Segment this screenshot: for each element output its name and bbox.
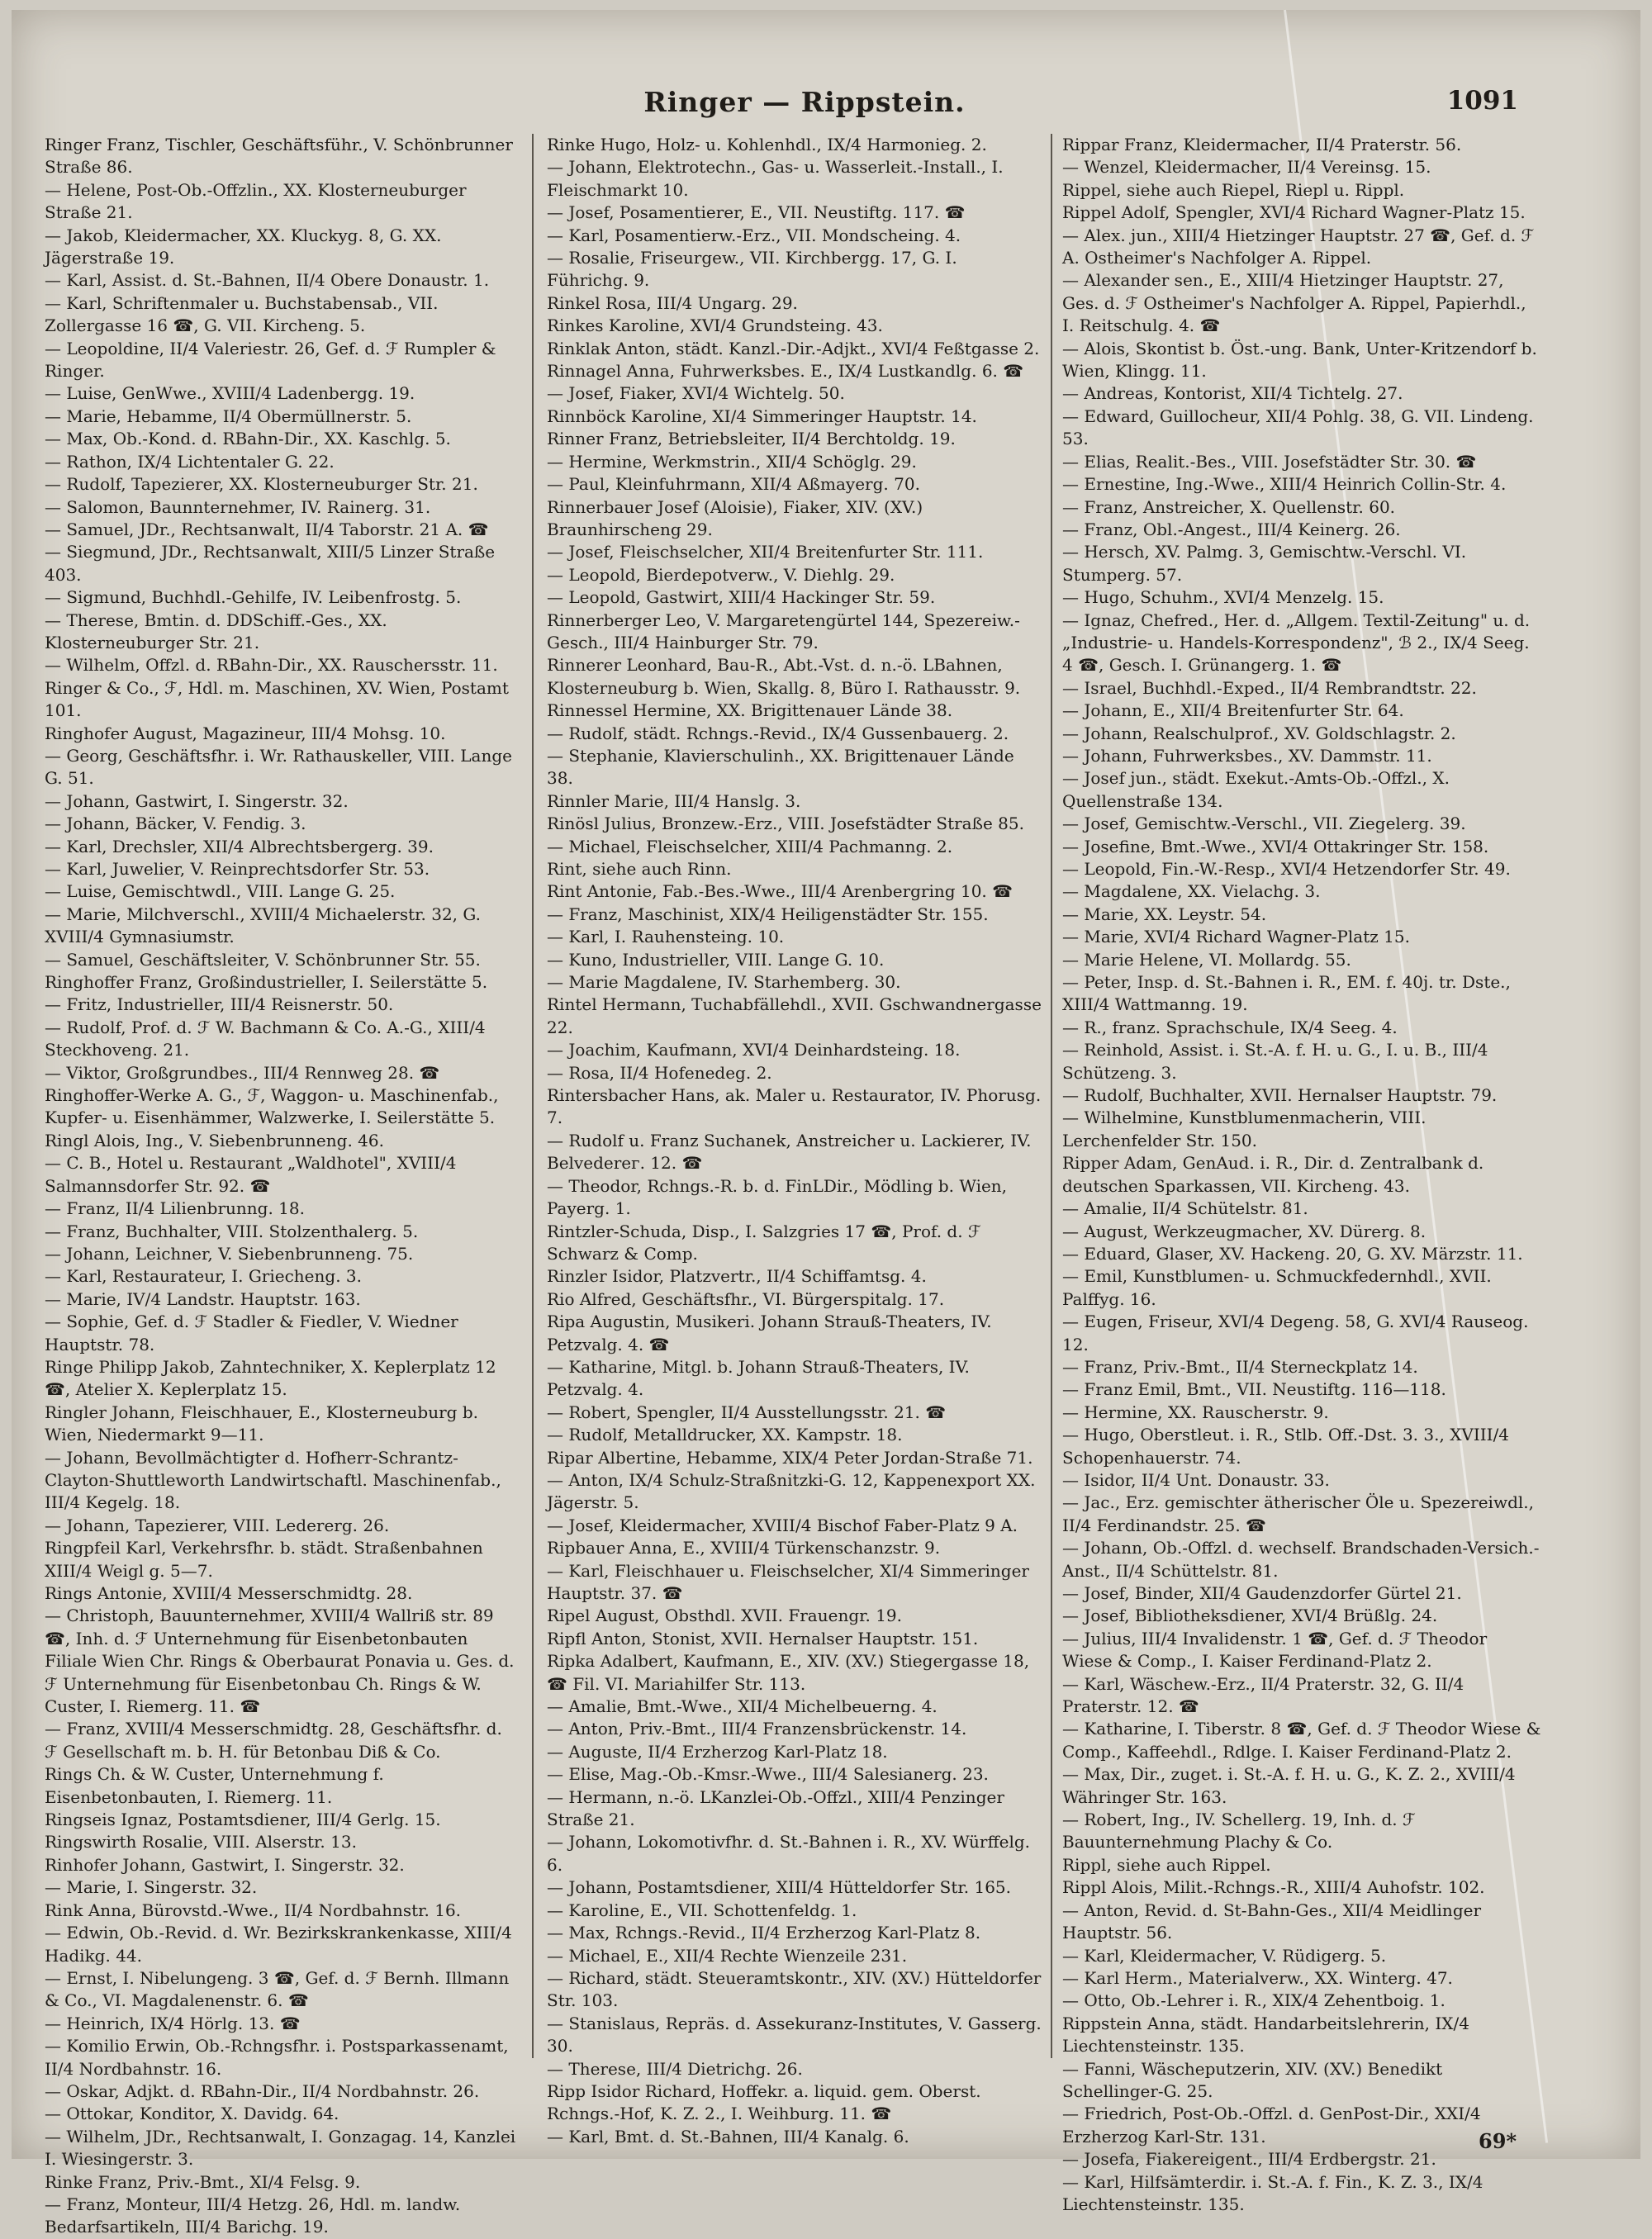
directory-entry: — Karl, Juwelier, V. Reinprechtsdorfer Str. 53.: [45, 859, 430, 879]
directory-entry: Rings Antonie, XVIII/4 Messerschmidtg. 28.: [45, 1583, 413, 1603]
directory-entry: Ripar Albertine, Hebamme, XIX/4 Peter Jordan-Straße 71.: [547, 1447, 1033, 1468]
directory-entry: — Marie, XVI/4 Richard Wagner-Platz 15.: [1062, 927, 1410, 947]
directory-entry: — Josef, Gemischtw.-Verschl., VII. Ziegelerg. 39.: [1062, 814, 1466, 834]
directory-entry: — Anton, Priv.-Bmt., III/4 Franzensbrückenstr. 14.: [547, 1719, 967, 1739]
directory-entry: — Luise, Gemischtwdl., VIII. Lange G. 25.: [45, 881, 396, 902]
directory-entry: Rinkes Karoline, XVI/4 Grundsteing. 43.: [547, 315, 883, 336]
directory-entry: — Wilhelm, Offzl. d. RBahn-Dir., XX. Rauschersstr. 11.: [45, 655, 498, 676]
directory-entry: — Franz, Anstreicher, X. Quellenstr. 60.: [1062, 496, 1396, 517]
directory-entry: — Johann, Realschulprof., XV. Goldschlagstr. 2.: [1062, 723, 1456, 743]
directory-entry: Ripel August, Obsthdl. XVII. Frauengr. 19.: [547, 1606, 903, 1626]
directory-entry: — Siegmund, JDr., Rechtsanwalt, XIII/5 Linzer Straße 403.: [45, 542, 496, 585]
directory-entry: — Kuno, Industrieller, VIII. Lange G. 10.: [547, 949, 885, 970]
directory-entry: Ringhofer August, Magazineur, III/4 Mohsg. 10.: [45, 723, 446, 743]
directory-entry: — Rudolf, städt. Rchngs.-Revid., IX/4 Gussenbauerg. 2.: [547, 723, 1009, 743]
directory-entry: — Katharine, Mitgl. b. Johann Strauß-Theaters, IV. Petzvalg. 4.: [547, 1356, 970, 1400]
directory-entry: Rinke Hugo, Holz- u. Kohlenhdl., IX/4 Harmonieg. 2.: [547, 135, 987, 154]
directory-entry: — Josef, Binder, XII/4 Gaudenzdorfer Gürtel 21.: [1062, 1583, 1462, 1603]
directory-entry: — Karl, Fleischhauer u. Fleischselcher, XI/4 Simmeringer Hauptstr. 37. ☎: [547, 1560, 1029, 1603]
column-1: [45, 134, 520, 2237]
directory-entry: — Franz, Maschinist, XIX/4 Heiligenstädter Str. 155.: [547, 904, 989, 924]
directory-entry: — Michael, E., XII/4 Rechte Wienzeile 231.: [547, 1945, 908, 1966]
directory-entry: — Edward, Guillocheur, XII/4 Pohlg. 38, G. VII. Lindeng. 53.: [1062, 406, 1534, 449]
column-divider: [532, 134, 534, 2058]
directory-entry: — Hugo, Oberstleut. i. R., Stlb. Off.-Dst. 3. 3., XVIII/4 Schopenhauerstr. 74.: [1062, 1425, 1510, 1468]
directory-entry: — Johann, Fuhrwerksbes., XV. Dammstr. 11.: [1062, 745, 1432, 766]
directory-entry: — Auguste, II/4 Erzherzog Karl-Platz 18.: [547, 1741, 888, 1762]
directory-entry: — Franz, II/4 Lilienbrunng. 18.: [45, 1198, 305, 1219]
directory-entry: — Michael, Fleischselcher, XIII/4 Pachmanng. 2.: [547, 836, 953, 856]
directory-entry: — Alois, Skontist b. Öst.-ung. Bank, Unter-Kritzendorf b. Wien, Klingg. 11.: [1062, 338, 1537, 382]
directory-entry: — Amalie, Bmt.-Wwe., XII/4 Michelbeuerng. 4.: [547, 1696, 938, 1717]
directory-entry: — Karl, Restaurateur, I. Griecheng. 3.: [45, 1266, 362, 1287]
directory-entry: — Karl, Bmt. d. St.-Bahnen, III/4 Kanalg. 6.: [547, 2126, 909, 2146]
directory-entry: Rings Ch. & W. Custer, Unternehmung f. Eisenbetonbauten, I. Riemerg. 11.: [45, 1764, 384, 1807]
directory-entry: — Andreas, Kontorist, XII/4 Tichtelg. 27.: [1062, 383, 1403, 404]
directory-entry: — Josef, Bibliotheksdiener, XVI/4 Brüßlg. 24.: [1062, 1606, 1438, 1626]
directory-entry: — Franz, Monteur, III/4 Hetzg. 26, Hdl. m. landw. Bedarfsartikeln, III/4 Barichg. 19.: [45, 2194, 461, 2237]
directory-entry: — Josef, Kleidermacher, XVIII/4 Bischof Faber-Platz 9 A.: [547, 1515, 1018, 1535]
directory-entry: — Johann, Postamtsdiener, XIII/4 Hütteldorfer Str. 165.: [547, 1877, 1012, 1898]
directory-entry: — Elise, Mag.-Ob.-Kmsr.-Wwe., III/4 Salesianerg. 23.: [547, 1764, 989, 1785]
directory-entry: Ringpfeil Karl, Verkehrsfhr. b. städt. Straßenbahnen XIII/4 Weigl g. 5—7.: [45, 1538, 483, 1581]
directory-entry: — Fritz, Industrieller, III/4 Reisnerstr. 50.: [45, 994, 394, 1015]
directory-entry: — Josef, Fleischselcher, XII/4 Breitenfurter Str. 111.: [547, 542, 984, 562]
directory-entry: — Karl, I. Rauhensteing. 10.: [547, 927, 785, 947]
directory-entry: — Otto, Ob.-Lehrer i. R., XIX/4 Zehentboig. 1.: [1062, 1990, 1446, 2011]
directory-entry: — Leopold, Fin.-W.-Resp., XVI/4 Hetzendorfer Str. 49.: [1062, 859, 1511, 879]
directory-entry: — Helene, Post-Ob.-Offzlin., XX. Klosterneuburger Straße 21.: [45, 179, 467, 223]
directory-entry: Ringhoffer-Werke A. G., ℱ, Waggon- u. Maschinenfab., Kupfer- u. Eisenhämmer, Walzwerke, I. Seilerstätte 5.: [45, 1085, 499, 1128]
directory-entry: Rink Anna, Bürovstd.-Wwe., II/4 Nordbahnstr. 16.: [45, 1900, 462, 1920]
directory-entry: — Wilhelmine, Kunstblumenmacherin, VIII. Lerchenfelder Str. 150.: [1062, 1108, 1427, 1150]
directory-entry: — Marie, Milchverschl., XVIII/4 Michaelerstr. 32, G. XVIII/4 Gymnasiumstr.: [45, 904, 482, 947]
directory-entry: — Johann, Elektrotechn., Gas- u. Wasserleit.-Install., I. Fleischmarkt 10.: [547, 157, 1004, 200]
directory-entry: — Theodor, Rchngs.-R. b. d. FinLDir., Mödling b. Wien, Payerg. 1.: [547, 1175, 1008, 1219]
directory-entry: — Sophie, Gef. d. ℱ Stadler & Fiedler, V. Wiedner Hauptstr. 78.: [45, 1312, 458, 1354]
directory-entry: Ringer & Co., ℱ, Hdl. m. Maschinen, XV. Wien, Postamt 101.: [45, 677, 509, 721]
signature-mark: 69*: [1479, 2129, 1517, 2153]
directory-entry: — August, Werkzeugmacher, XV. Dürerg. 8.: [1062, 1221, 1427, 1241]
directory-entry: — Robert, Ing., IV. Schellerg. 19, Inh. d. ℱ Bauunternehmung Plachy & Co.: [1062, 1810, 1416, 1852]
page-header: [12, 86, 1640, 119]
directory-entry: Ripka Adalbert, Kaufmann, E., XIV. (XV.) Stiegergasse 18, ☎ Fil. VI. Mariahilfer Str. 113.: [547, 1651, 1030, 1694]
directory-entry: Rinner Franz, Betriebsleiter, II/4 Berchtoldg. 19.: [547, 429, 956, 449]
directory-entry: — Josefa, Fiakereigent., III/4 Erdbergstr. 21.: [1062, 2149, 1436, 2170]
directory-entry: — Karl, Drechsler, XII/4 Albrechtsbergerg. 39.: [45, 836, 434, 856]
directory-entry: Rippstein Anna, städt. Handarbeitslehrerin, IX/4 Liechtensteinstr. 135.: [1062, 2013, 1469, 2056]
directory-entry: — Johann, Bevollmächtigter d. Hofherr-Schrantz-Clayton-Shuttleworth Landwirtschaftl. Maschinenfab., III/4 Kegelg. 18.: [45, 1447, 501, 1513]
directory-entry: Rinhofer Johann, Gastwirt, I. Singerstr. 32.: [45, 1854, 405, 1875]
directory-entry: — Wenzel, Kleidermacher, II/4 Vereinsg. 15.: [1062, 157, 1431, 178]
directory-entry: Ringswirth Rosalie, VIII. Alserstr. 13.: [45, 1832, 357, 1852]
directory-entry: — Karl, Posamentierw.-Erz., VII. Mondscheing. 4.: [547, 225, 961, 245]
column-divider: [1051, 134, 1052, 2058]
directory-entry: — Katharine, I. Tiberstr. 8 ☎, Gef. d. ℱ Theodor Wiese & Comp., Kaffeehdl., Rdlge. I. Kaiser Ferdinand-Platz 2.: [1062, 1719, 1541, 1762]
directory-entry: — Peter, Insp. d. St.-Bahnen i. R., EM. f. 40j. tr. Dste., XIII/4 Wattmanng. 19.: [1062, 972, 1511, 1015]
directory-entry: — Christoph, Bauunternehmer, XVIII/4 Wallriß str. 89 ☎, Inh. d. ℱ Unternehmung für Eisenbetonbauten Filiale Wien Chr. Rings & Oberbaurat Ponavia u. Ges. d. ℱ Unternehmung für Eisenbetonbau Ch. Rings & W. Custer, I. Riemerg. 11. ☎: [45, 1606, 515, 1717]
directory-entry: — Marie Magdalene, IV. Starhemberg. 30.: [547, 972, 901, 993]
directory-entry: Rinnerer Leonhard, Bau-R., Abt.-Vst. d. n.-ö. LBahnen, Klosterneuburg b. Wien, Skallg. 8, Büro I. Rathausstr. 9.: [547, 655, 1021, 698]
directory-entry: — Johann, Bäcker, V. Fendig. 3.: [45, 814, 306, 834]
directory-entry: — Therese, III/4 Dietrichg. 26.: [547, 2058, 803, 2079]
directory-entry: — Hugo, Schuhm., XVI/4 Menzelg. 15.: [1062, 587, 1384, 608]
directory-entry: Rinnessel Hermine, XX. Brigittenauer Lände 38.: [547, 700, 953, 721]
directory-entry: — Julius, III/4 Invalidenstr. 1 ☎, Gef. d. ℱ Theodor Wiese & Comp., I. Kaiser Ferdinand-Platz 2.: [1062, 1628, 1488, 1672]
directory-entry: Rinnerbauer Josef (Aloisie), Fiaker, XIV. (XV.) Braunhirscheng 29.: [547, 496, 923, 539]
directory-entry: — Alexander sen., E., XIII/4 Hietzinger Hauptstr. 27, Ges. d. ℱ Ostheimer's Nachfolger A. Rippel, Papierhdl., I. Reitschulg. 4. ☎: [1062, 270, 1526, 336]
directory-entry: — Johann, Leichner, V. Siebenbrunneng. 75.: [45, 1243, 414, 1264]
column-2: [547, 134, 1042, 2146]
directory-entry: Ripa Augustin, Musikeri. Johann Strauß-Theaters, IV. Petzvalg. 4. ☎: [547, 1312, 992, 1354]
directory-entry: — Salomon, Baunnternehmer, IV. Rainerg. 31.: [45, 496, 431, 517]
directory-entry: — Stephanie, Klavierschulinh., XX. Brigittenauer Lände 38.: [547, 745, 1014, 789]
directory-entry: — Paul, Kleinfuhrmann, XII/4 Aßmayerg. 70.: [547, 474, 920, 495]
directory-entry: Ripper Adam, GenAud. i. R., Dir. d. Zentralbank d. deutschen Sparkassen, VII. Kircheng. 43.: [1062, 1153, 1484, 1196]
directory-entry: Rint, siehe auch Rinn.: [547, 859, 732, 879]
directory-entry: — Richard, städt. Steueramtskontr., XIV. (XV.) Hütteldorfer Str. 103.: [547, 1967, 1042, 2011]
directory-entry: — Samuel, Geschäftsleiter, V. Schönbrunner Str. 55.: [45, 949, 481, 970]
directory-entry: — Josefine, Bmt.-Wwe., XVI/4 Ottakringer Str. 158.: [1062, 836, 1489, 856]
directory-entry: — Marie, IV/4 Landstr. Hauptstr. 163.: [45, 1288, 361, 1309]
directory-entry: — Hermine, Werkmstrin., XII/4 Schöglg. 29.: [547, 451, 917, 472]
directory-entry: — Rathon, IX/4 Lichtentaler G. 22.: [45, 451, 335, 472]
directory-entry: — Viktor, Großgrundbes., III/4 Rennweg 28. ☎: [45, 1062, 440, 1083]
directory-entry: — Hersch, XV. Palmg. 3, Gemischtw.-Verschl. VI. Stumperg. 57.: [1062, 542, 1467, 585]
directory-entry: — Stanislaus, Repräs. d. Assekuranz-Institutes, V. Gasserg. 30.: [547, 2013, 1042, 2056]
directory-entry: Ripp Isidor Richard, Hoffekr. a. liquid. gem. Oberst. Rchngs.-Hof, K. Z. 2., I. Weihburg. 11. ☎: [547, 2080, 981, 2124]
directory-entry: — Karl, Assist. d. St.-Bahnen, II/4 Obere Donaustr. 1.: [45, 270, 490, 291]
directory-entry: — Therese, Bmtin. d. DDSchiff.-Ges., XX. Klosterneuburger Str. 21.: [45, 610, 387, 652]
directory-entry: — Edwin, Ob.-Revid. d. Wr. Bezirkskrankenkasse, XIII/4 Hadikg. 44.: [45, 1923, 512, 1966]
directory-entry: — Max, Ob.-Kond. d. RBahn-Dir., XX. Kaschlg. 5.: [45, 429, 451, 449]
directory-entry: — Reinhold, Assist. i. St.-A. f. H. u. G., I. u. B., III/4 Schützeng. 3.: [1062, 1040, 1488, 1083]
directory-entry: — Johann, Tapezierer, VIII. Ledererg. 26.: [45, 1515, 390, 1535]
directory-entry: — Friedrich, Post-Ob.-Offzl. d. GenPost-Dir., XXI/4 Erzherzog Karl-Str. 131.: [1062, 2104, 1481, 2146]
directory-entry: Rippl, siehe auch Rippel.: [1062, 1854, 1271, 1875]
directory-entry: — Marie Helene, VI. Mollardg. 55.: [1062, 949, 1351, 970]
directory-entry: Rinösl Julius, Bronzew.-Erz., VIII. Josefstädter Straße 85.: [547, 814, 1024, 834]
page-title: Ringer — Rippstein.: [643, 86, 966, 118]
directory-entry: Rinklak Anton, städt. Kanzl.-Dir.-Adjkt., XVI/4 Feßtgasse 2.: [547, 338, 1040, 358]
directory-entry: — Karl, Hilfsämterdir. i. St.-A. f. Fin., K. Z. 3., IX/4 Liechtensteinstr. 135.: [1062, 2171, 1483, 2214]
directory-entry: — Karl Herm., Materialverw., XX. Winterg. 47.: [1062, 1967, 1453, 1988]
directory-entry: — Johann, E., XII/4 Breitenfurter Str. 64.: [1062, 700, 1404, 721]
directory-entry: — Franz, XVIII/4 Messerschmidtg. 28, Geschäftsfhr. d. ℱ Gesellschaft m. b. H. für Betonbau Diß & Co.: [45, 1719, 502, 1762]
directory-entry: — Franz, Obl.-Angest., III/4 Keinerg. 26.: [1062, 519, 1401, 539]
directory-entry: Rio Alfred, Geschäftsfhr., VI. Bürgerspitalg. 17.: [547, 1288, 945, 1309]
directory-entry: Rinkel Rosa, III/4 Ungarg. 29.: [547, 292, 798, 313]
directory-entry: — Marie, I. Singerstr. 32.: [45, 1877, 258, 1898]
directory-entry: — Josef, Posamentierer, E., VII. Neustiftg. 117. ☎: [547, 202, 966, 223]
directory-entry: Ringhoffer Franz, Großindustrieller, I. Seilerstätte 5.: [45, 972, 488, 993]
directory-entry: — Ignaz, Chefred., Her. d. „Allgem. Textil-Zeitung" u. d. „Industrie- u. Handels-Korrespondenz", ℬ 2., IX/4 Seeg. 4 ☎, Gesch. I. Grünangerg. 1. ☎: [1062, 610, 1531, 676]
directory-entry: — Joachim, Kaufmann, XVI/4 Deinhardsteing. 18.: [547, 1040, 961, 1060]
directory-entry: — Elias, Realit.-Bes., VIII. Josefstädter Str. 30. ☎: [1062, 451, 1477, 472]
directory-entry: — Jac., Erz. gemischter ätherischer Öle u. Spezereiwdl., II/4 Ferdinandstr. 25. ☎: [1062, 1492, 1534, 1535]
directory-entry: — Eduard, Glaser, XV. Hackeng. 20, G. XV. Märzstr. 11.: [1062, 1243, 1523, 1264]
directory-entry: — Leopold, Gastwirt, XIII/4 Hackinger Str. 59.: [547, 587, 936, 608]
directory-entry: Rippl Alois, Milit.-Rchngs.-R., XIII/4 Auhofstr. 102.: [1062, 1877, 1485, 1898]
directory-entry: — Ernestine, Ing.-Wwe., XIII/4 Heinrich Collin-Str. 4.: [1062, 474, 1507, 495]
directory-entry: — Jakob, Kleidermacher, XX. Kluckyg. 8, G. XX. Jägerstraße 19.: [45, 225, 442, 268]
directory-entry: — Georg, Geschäftsfhr. i. Wr. Rathauskeller, VIII. Lange G. 51.: [45, 745, 512, 789]
directory-entry: — Israel, Buchhdl.-Exped., II/4 Rembrandtstr. 22.: [1062, 677, 1477, 698]
directory-entry: — Leopoldine, II/4 Valeriestr. 26, Gef. d. ℱ Rumpler & Ringer.: [45, 338, 496, 382]
directory-entry: Ringl Alois, Ing., V. Siebenbrunneng. 46.: [45, 1130, 384, 1150]
directory-entry: — Wilhelm, JDr., Rechtsanwalt, I. Gonzagag. 14, Kanzlei I. Wiesingerstr. 3.: [45, 2126, 516, 2170]
directory-entry: — Robert, Spengler, II/4 Ausstellungsstr. 21. ☎: [547, 1402, 947, 1422]
directory-entry: — Karl, Kleidermacher, V. Rüdigerg. 5.: [1062, 1945, 1387, 1966]
directory-entry: — Anton, IX/4 Schulz-Straßnitzki-G. 12, Kappenexport XX. Jägerstr. 5.: [547, 1469, 1036, 1513]
directory-entry: — Ottokar, Konditor, X. Davidg. 64.: [45, 2104, 339, 2124]
directory-entry: Ripfl Anton, Stonist, XVII. Hernalser Hauptstr. 151.: [547, 1628, 979, 1648]
directory-entry: Ripbauer Anna, E., XVIII/4 Türkenschanzstr. 9.: [547, 1538, 941, 1558]
directory-entry: — Rudolf, Prof. d. ℱ W. Bachmann & Co. A.-G., XIII/4 Steckhoveng. 21.: [45, 1017, 486, 1060]
directory-entry: Ringe Philipp Jakob, Zahntechniker, X. Keplerplatz 12 ☎, Atelier X. Keplerplatz 15.: [45, 1356, 496, 1400]
directory-entry: — Johann, Lokomotivfhr. d. St.-Bahnen i. R., XV. Würffelg. 6.: [547, 1832, 1031, 1875]
directory-entry: — Rudolf, Tapezierer, XX. Klosterneuburger Str. 21.: [45, 474, 478, 495]
directory-entry: Ringseis Ignaz, Postamtsdiener, III/4 Gerlg. 15.: [45, 1810, 441, 1830]
directory-entry: — Marie, Hebamme, II/4 Obermüllnerstr. 5.: [45, 406, 412, 426]
directory-page: [12, 10, 1640, 2237]
directory-entry: — Rudolf u. Franz Suchanek, Anstreicher u. Lackierer, IV. Belvederег. 12. ☎: [547, 1130, 1032, 1174]
directory-entry: Rinzler Isidor, Platzvertr., II/4 Schiffamtsg. 4.: [547, 1266, 927, 1287]
directory-entry: — Franz, Buchhalter, VIII. Stolzenthalerg. 5.: [45, 1221, 419, 1241]
directory-entry: Rintzler-Schuda, Disp., I. Salzgries 17 ☎, Prof. d. ℱ Schwarz & Comp.: [547, 1221, 981, 1264]
directory-entry: Rinnler Marie, III/4 Hanslg. 3.: [547, 790, 801, 811]
directory-entry: — Josef jun., städt. Exekut.-Amts-Ob.-Offzl., X. Quellenstraße 134.: [1062, 768, 1450, 811]
directory-entry: — Anton, Revid. d. St-Bahn-Ges., XII/4 Meidlinger Hauptstr. 56.: [1062, 1900, 1482, 1943]
directory-entry: Ringer Franz, Tischler, Geschäftsführ., V. Schönbrunner Straße 86.: [45, 135, 513, 178]
directory-entry: — Karoline, E., VII. Schottenfeldg. 1.: [547, 1900, 857, 1920]
directory-entry: — Sigmund, Buchhdl.-Gehilfe, IV. Leibenfrostg. 5.: [45, 587, 462, 608]
directory-entry: — Isidor, II/4 Unt. Donaustr. 33.: [1062, 1469, 1330, 1490]
directory-entry: Rint Antonie, Fab.-Bes.-Wwe., III/4 Arenbergring 10. ☎: [547, 881, 1014, 902]
directory-entry: — Alex. jun., XIII/4 Hietzinger Hauptstr. 27 ☎, Gef. d. ℱ A. Ostheimer's Nachfolger A. Rippel.: [1062, 225, 1535, 268]
directory-entry: — Max, Rchngs.-Revid., II/4 Erzherzog Karl-Platz 8.: [547, 1923, 981, 1943]
directory-entry: — Karl, Schriftenmaler u. Buchstabensab., VII. Zollergasse 16 ☎, G. VII. Kircheng. 5.: [45, 292, 439, 336]
directory-entry: — Josef, Fiaker, XVI/4 Wichtelg. 50.: [547, 383, 845, 404]
directory-entry: — Franz Emil, Bmt., VII. Neustiftg. 116—118.: [1062, 1379, 1446, 1400]
directory-entry: Rintersbacher Hans, ak. Maler u. Restaurator, IV. Phorusg. 7.: [547, 1085, 1042, 1128]
directory-entry: — Marie, XX. Leystr. 54.: [1062, 904, 1267, 924]
directory-entry: Rintel Hermann, Tuchabfällehdl., XVII. Gschwandnergasse 22.: [547, 994, 1042, 1037]
directory-entry: — Eugen, Friseur, XVI/4 Degeng. 58, G. XVI/4 Rauseog. 12.: [1062, 1312, 1529, 1354]
directory-entry: — Hermine, XX. Rauscherstr. 9.: [1062, 1402, 1329, 1422]
directory-entry: — Leopold, Bierdepotverw., V. Diehlg. 29.: [547, 564, 895, 585]
page-number: 1091: [1446, 86, 1518, 116]
directory-entry: — C. B., Hotel u. Restaurant „Waldhotel", XVIII/4 Salmannsdorfer Str. 92. ☎: [45, 1153, 457, 1196]
directory-entry: Rinnböck Karoline, XI/4 Simmeringer Hauptstr. 14.: [547, 406, 977, 426]
directory-entry: Rinnerberger Leo, V. Margaretengürtel 144, Spezereiw.-Gesch., III/4 Hainburger Str. 79.: [547, 610, 1020, 652]
directory-entry: — Hermann, n.-ö. LKanzlei-Ob.-Offzl., XIII/4 Penzinger Straße 21.: [547, 1786, 1004, 1830]
directory-entry: Rippar Franz, Kleidermacher, II/4 Praterstr. 56.: [1062, 135, 1462, 154]
directory-entry: — Emil, Kunstblumen- u. Schmuckfedernhdl., XVII. Palffyg. 16.: [1062, 1266, 1492, 1309]
directory-entry: — Max, Dir., zuget. i. St.-A. f. H. u. G., K. Z. 2., XVIII/4 Währinger Str. 163.: [1062, 1764, 1516, 1807]
directory-entry: — Heinrich, IX/4 Hörlg. 13. ☎: [45, 2013, 301, 2033]
directory-entry: — Fanni, Wäscheputzerin, XIV. (XV.) Benedikt Schellinger-G. 25.: [1062, 2058, 1443, 2101]
directory-entry: Rippel Adolf, Spengler, XVI/4 Richard Wagner-Platz 15.: [1062, 202, 1526, 223]
directory-entry: — Ernst, I. Nibelungeng. 3 ☎, Gef. d. ℱ Bernh. Illmann & Co., VI. Magdalenenstr. 6. ☎: [45, 1967, 510, 2011]
directory-entry: — Magdalene, XX. Vielachg. 3.: [1062, 881, 1321, 902]
directory-entry: — R., franz. Sprachschule, IX/4 Seeg. 4.: [1062, 1017, 1398, 1037]
directory-entry: — Oskar, Adjkt. d. RBahn-Dir., II/4 Nordbahnstr. 26.: [45, 2080, 480, 2101]
directory-entry: Rinnagel Anna, Fuhrwerksbes. E., IX/4 Lustkandlg. 6. ☎: [547, 361, 1024, 382]
directory-entry: — Franz, Priv.-Bmt., II/4 Sterneckplatz 14.: [1062, 1356, 1418, 1377]
directory-entry: — Luise, GenWwe., XVIII/4 Ladenbergg. 19.: [45, 383, 415, 404]
directory-entry: — Rosa, II/4 Hofenedeg. 2.: [547, 1062, 772, 1083]
directory-entry: — Johann, Gastwirt, I. Singerstr. 32.: [45, 790, 349, 811]
directory-entry: — Rudolf, Buchhalter, XVII. Hernalser Hauptstr. 79.: [1062, 1085, 1498, 1106]
directory-entry: Rippel, siehe auch Riepel, Riepl u. Rippl.: [1062, 179, 1405, 200]
directory-entry: — Komilio Erwin, Ob.-Rchngsfhr. i. Postsparkassenamt, II/4 Nordbahnstr. 16.: [45, 2036, 509, 2079]
directory-entry: Ringler Johann, Fleischhauer, E., Klosterneuburg b. Wien, Niedermarkt 9—11.: [45, 1402, 478, 1445]
directory-entry: — Samuel, JDr., Rechtsanwalt, II/4 Taborstr. 21 A. ☎: [45, 519, 489, 539]
directory-entry: — Karl, Wäschew.-Erz., II/4 Praterstr. 32, G. II/4 Praterstr. 12. ☎: [1062, 1673, 1464, 1717]
directory-entry: — Rosalie, Friseurgew., VII. Kirchbergg. 17, G. I. Führichg. 9.: [547, 248, 957, 291]
directory-entry: Rinke Franz, Priv.-Bmt., XI/4 Felsg. 9.: [45, 2171, 361, 2192]
directory-entry: — Amalie, II/4 Schütelstr. 81.: [1062, 1198, 1308, 1219]
directory-entry: — Johann, Ob.-Offzl. d. wechself. Brandschaden-Versich.-Anst., II/4 Schüttelstr. 81.: [1062, 1538, 1540, 1581]
directory-entry: — Rudolf, Metalldrucker, XX. Kampstr. 18.: [547, 1425, 903, 1445]
